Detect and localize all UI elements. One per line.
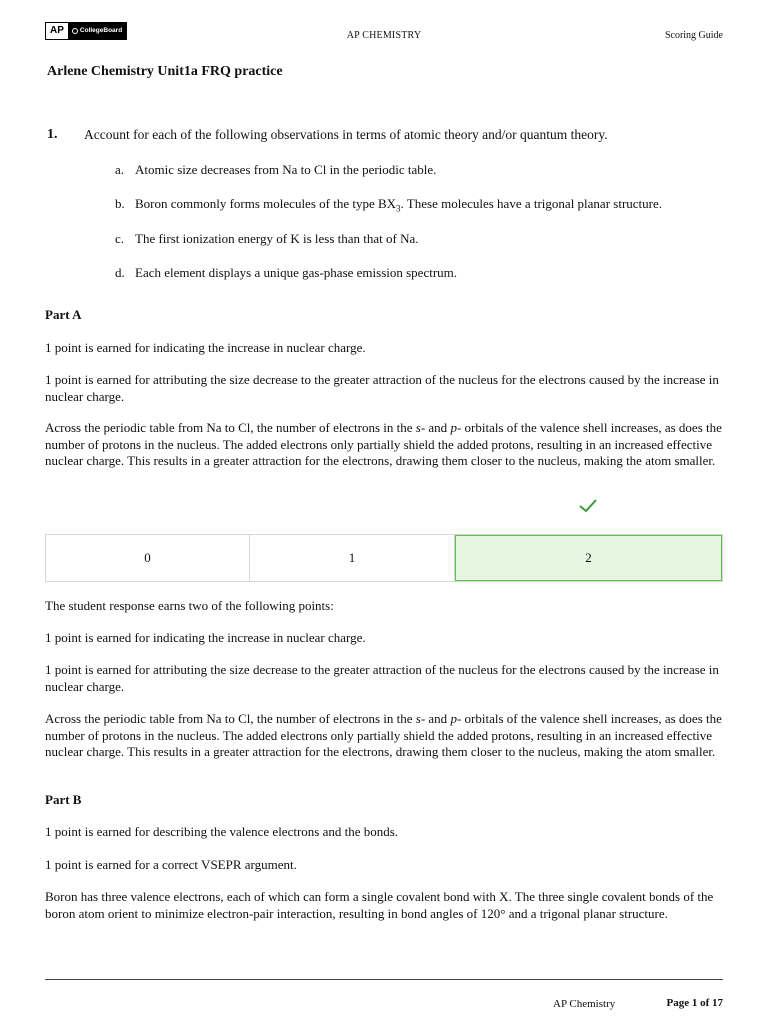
- page-number: Page 1 of 17: [666, 997, 723, 1009]
- explanation-text: Across the periodic table from Na to Cl, the number of electrons in the: [45, 420, 416, 435]
- part-a-point-1: 1 point is earned for indicating the increase in nuclear charge.: [45, 340, 366, 355]
- response-intro: The student response earns two of the following points:: [45, 598, 334, 613]
- part-text: Atomic size decreases from Na to Cl in the periodic table.: [135, 162, 437, 177]
- header-subject: AP CHEMISTRY: [346, 30, 422, 41]
- part-b-point-2: 1 point is earned for a correct VSEPR argument.: [45, 857, 297, 872]
- part-a-heading: Part A: [45, 307, 82, 322]
- p-orbital: p: [450, 420, 457, 435]
- part-b-explanation: Boron has three valence electrons, each of which can form a single covalent bond with X. The three single covalent bonds of the boron atom orient to minimize electron-pair interaction, resulting in bond angles of 120° and a trigonal planar structure.: [45, 889, 714, 921]
- question-part-d: [115, 265, 457, 282]
- part-subscript: 3: [396, 203, 401, 214]
- part-a-point-2: 1 point is earned for attributing the size decrease to the greater attraction of the nucleus for the electrons caused by the increase in nuclear charge.: [45, 372, 719, 404]
- part-b-point-1: 1 point is earned for describing the valence electrons and the bonds.: [45, 824, 399, 839]
- question-part-c: [115, 231, 419, 248]
- part-b-heading: Part B: [45, 792, 82, 807]
- explanation-text: - and: [420, 420, 451, 435]
- explanation-text: - orbitals of the valence shell increases, as does the number of protons in the nucleus. The added electrons only partially shield the added protons, resulting in an increased effective nuclear charge. This results in a greater attraction for the electrons, drawing them closer to the nucleus, making the atom smaller.: [45, 711, 722, 759]
- s-orbital: s: [415, 711, 421, 726]
- part-letter: d.: [115, 265, 125, 280]
- question-part-a: [115, 162, 436, 179]
- response-point-1: 1 point is earned for indicating the increase in nuclear charge.: [45, 630, 366, 645]
- explanation-text: Across the periodic table from Na to Cl, the number of electrons in the: [45, 711, 416, 726]
- response-explanation: [45, 711, 725, 761]
- part-letter: b.: [115, 196, 125, 211]
- score-selector: [45, 534, 723, 582]
- question-text: Account for each of the following observations in terms of atomic theory and/or quantum theory.: [84, 127, 608, 142]
- logo-collegeboard-text: CollegeBoard: [79, 27, 123, 34]
- checkmark-icon: [577, 497, 599, 515]
- part-text-after: . These molecules have a trigonal planar structure.: [400, 196, 663, 211]
- page-header: [45, 22, 723, 44]
- part-text: Each element displays a unique gas-phase emission spectrum.: [135, 265, 458, 280]
- score-option-0[interactable]: 0: [46, 535, 250, 581]
- explanation-text: - orbitals of the valence shell increases, as does the number of protons in the nucleus. The added electrons only partially shield the added protons, resulting in an increased effective nuclear charge. This results in a greater attraction for the electrons, drawing them closer to the nucleus, making the atom smaller.: [45, 420, 722, 468]
- score-option-2-selected[interactable]: 2: [455, 535, 722, 581]
- part-text: The first ionization energy of K is less than that of Na.: [135, 231, 419, 246]
- document-title: Arlene Chemistry Unit1a FRQ practice: [47, 64, 283, 79]
- part-letter: a.: [115, 162, 125, 177]
- question-number: 1.: [47, 127, 58, 142]
- part-a-explanation: [45, 420, 725, 470]
- response-point-2: 1 point is earned for attributing the size decrease to the greater attraction of the nucleus for the electrons caused by the increase in nuclear charge.: [45, 662, 719, 694]
- logo-ap-text: AP: [46, 23, 68, 39]
- header-guide-label: Scoring Guide: [664, 30, 723, 41]
- p-orbital: p: [450, 711, 457, 726]
- s-orbital: s: [415, 420, 421, 435]
- footer-divider: [45, 979, 723, 980]
- part-text-before: Boron commonly forms molecules of the type BX: [135, 196, 397, 211]
- score-option-1[interactable]: 1: [250, 535, 455, 581]
- part-letter: c.: [115, 231, 125, 246]
- footer-subject: AP Chemistry: [553, 998, 616, 1010]
- question-part-b: [115, 196, 662, 217]
- explanation-text: - and: [420, 711, 451, 726]
